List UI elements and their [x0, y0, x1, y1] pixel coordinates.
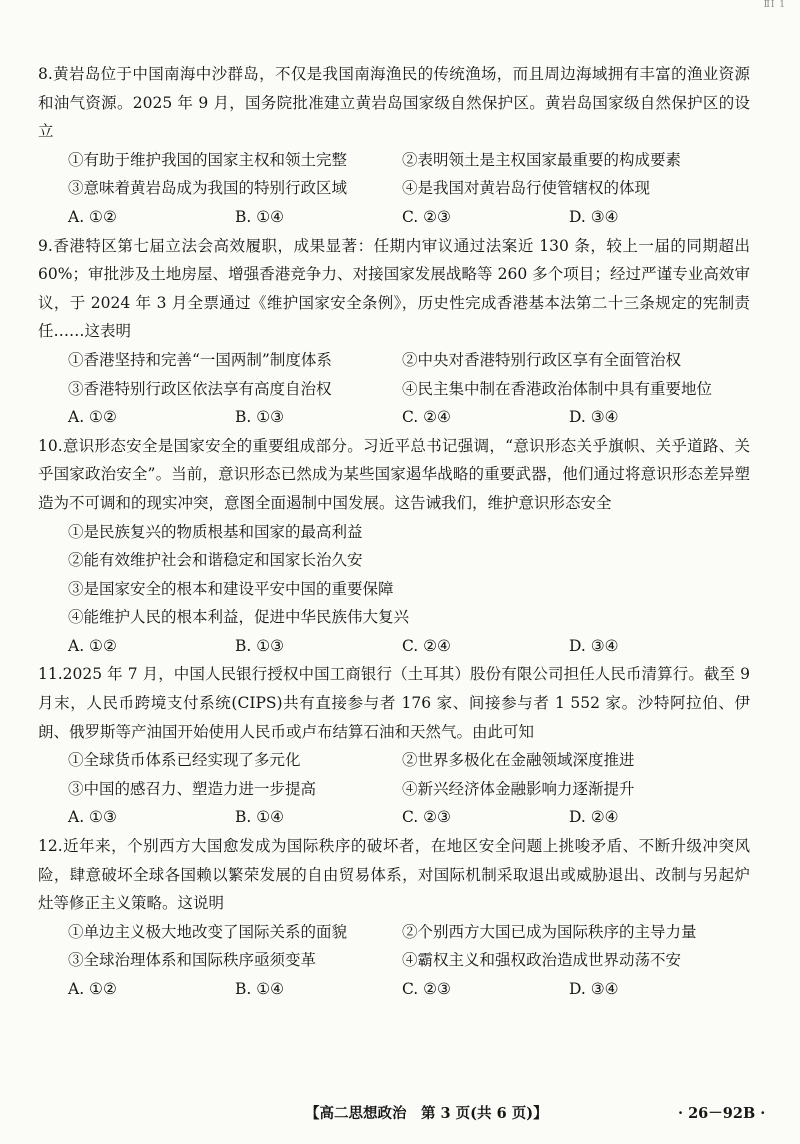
question-stem: [38, 660, 750, 746]
option-1: ①是民族复兴的物质根基和国家的最高利益: [68, 522, 363, 541]
option-row: [38, 146, 750, 175]
answer-c: C. ②③: [402, 808, 451, 827]
answer-row: [38, 632, 750, 661]
option-row: [38, 946, 750, 975]
answer-d: D. ③④: [569, 207, 619, 226]
question-8: [38, 60, 750, 232]
answer-row: [38, 803, 750, 832]
footer-paper-code: · 26－92B ·: [678, 1105, 766, 1122]
corner-mark: ⅡⅠ 1: [763, 0, 786, 10]
option-1: ①有助于维护我国的国家主权和领土完整: [68, 150, 348, 169]
option-4: ④新兴经济体金融影响力逐渐提升: [402, 779, 635, 798]
answer-row: [38, 975, 750, 1004]
question-text: 近年来，个别西方大国愈发成为国际秩序的破坏者，在地区安全问题上挑唆矛盾、不断升级冲突风险，肆意破坏全球各国赖以繁荣发展的自由贸易体系，对国际机制采取退出或威胁退出、改制与另起炉灶等修正主义策略。这说明: [38, 837, 750, 913]
option-row: [38, 174, 750, 203]
question-text: 黄岩岛位于中国南海中沙群岛，不仅是我国南海渔民的传统渔场，而且周边海域拥有丰富的渔业资源和油气资源。2025 年 9 月，国务院批准建立黄岩岛国家级自然保护区。黄岩岛国家级自然保护区的设立: [38, 65, 750, 141]
question-text: 香港特区第七届立法会高效履职，成果显著：任期内审议通过法案近 130 条，较上一届的同期超出 60%；审批涉及土地房屋、增强香港竞争力、对接国家发展战略等 260 多个项目；经过严谨专业高效审议，于 2024 年 3 月全票通过《维护国家安全条例》，历史性完成香港基本法第二十三条规定的宪制责任……这表明: [38, 236, 750, 341]
answer-d: D. ③④: [569, 980, 619, 998]
answer-c: C. ②③: [402, 207, 451, 226]
question-10: [38, 432, 750, 661]
question-stem: [38, 232, 750, 346]
option-3: ③意味着黄岩岛成为我国的特别行政区域: [68, 179, 348, 198]
answer-b: B. ①③: [235, 408, 285, 427]
question-12: [38, 832, 750, 1004]
answer-c: C. ②④: [402, 636, 451, 655]
question-number: 9.: [38, 236, 53, 255]
option-2: ②世界多极化在金融领域深度推进: [402, 751, 635, 770]
option-4: ④能维护人民的根本利益，促进中华民族伟大复兴: [68, 608, 410, 627]
question-text: 意识形态安全是国家安全的重要组成部分。习近平总书记强调，“意识形态关乎旗帜、关乎道路、关乎国家政治安全”。当前，意识形态已然成为某些国家遏华战略的重要武器，他们通过将意识形态差异塑造为不可调和的现实冲突，意图全面遏制中国发展。这告诫我们，维护意识形态安全: [38, 436, 750, 512]
question-number: 10.: [38, 436, 63, 455]
question-stem: [38, 60, 750, 146]
option-3: ③是国家安全的根本和建设平安中国的重要保障: [68, 579, 394, 598]
answer-row: [38, 203, 750, 232]
question-text: 2025 年 7 月，中国人民银行授权中国工商银行（土耳其）股份有限公司担任人民币清算行。截至 9 月末，人民币跨境支付系统(CIPS)共有直接参与者 176 家、间接参与者 1 552 家。沙特阿拉伯、伊朗、俄罗斯等产油国开始使用人民币或卢布结算石油和天然气。由此可知: [38, 665, 750, 741]
answer-b: B. ①③: [235, 636, 285, 655]
question-number: 12.: [38, 837, 63, 856]
answer-a: A. ①③: [68, 808, 117, 827]
answer-a: A. ①②: [68, 636, 117, 655]
option-4: ④霸权主义和强权政治造成世界动荡不安: [402, 951, 682, 970]
answer-a: A. ①②: [68, 980, 117, 998]
question-11: [38, 660, 750, 832]
option-2: ②能有效维护社会和谐稳定和国家长治久安: [68, 551, 363, 570]
answer-b: B. ①④: [235, 207, 285, 226]
answer-a: A. ①②: [68, 207, 117, 226]
answer-d: D. ②④: [569, 808, 619, 827]
option-row: [38, 346, 750, 375]
question-number: 8.: [38, 65, 53, 83]
option-3: ③中国的感召力、塑造力进一步提高: [68, 779, 317, 798]
option-row: [38, 775, 750, 804]
option-4: ④民主集中制在香港政治体制中具有重要地位: [402, 379, 713, 398]
answer-c: C. ②③: [402, 980, 451, 998]
question-page: [38, 60, 750, 1004]
option-4: ④是我国对黄岩岛行使管辖权的体现: [402, 179, 651, 198]
question-9: [38, 232, 750, 432]
answer-b: B. ①④: [235, 980, 285, 998]
option-2: ②个别西方大国已成为国际秩序的主导力量: [402, 922, 697, 941]
question-stem: [38, 432, 750, 518]
option-3: ③全球治理体系和国际秩序亟须变革: [68, 951, 317, 970]
answer-a: A. ①②: [68, 408, 117, 427]
question-stem: [38, 832, 750, 918]
option-1: ①香港坚持和完善“一国两制”制度体系: [68, 350, 332, 369]
answer-row: [38, 403, 750, 432]
answer-d: D. ③④: [569, 408, 619, 427]
answer-c: C. ②④: [402, 408, 451, 427]
answer-b: B. ①④: [235, 808, 285, 827]
option-2: ②表明领土是主权国家最重要的构成要素: [402, 150, 682, 169]
option-1: ①单边主义极大地改变了国际关系的面貌: [68, 922, 348, 941]
answer-d: D. ③④: [569, 636, 619, 655]
question-number: 11.: [38, 665, 63, 684]
option-2: ②中央对香港特别行政区享有全面管治权: [402, 350, 682, 369]
option-row: [38, 746, 750, 775]
option-1: ①全球货币体系已经实现了多元化: [68, 751, 301, 770]
option-row: [38, 375, 750, 404]
option-row: [38, 918, 750, 947]
footer-page-info: 【高二思想政治 第 3 页(共 6 页)】: [305, 1105, 548, 1122]
option-3: ③香港特别行政区依法享有高度自治权: [68, 379, 332, 398]
